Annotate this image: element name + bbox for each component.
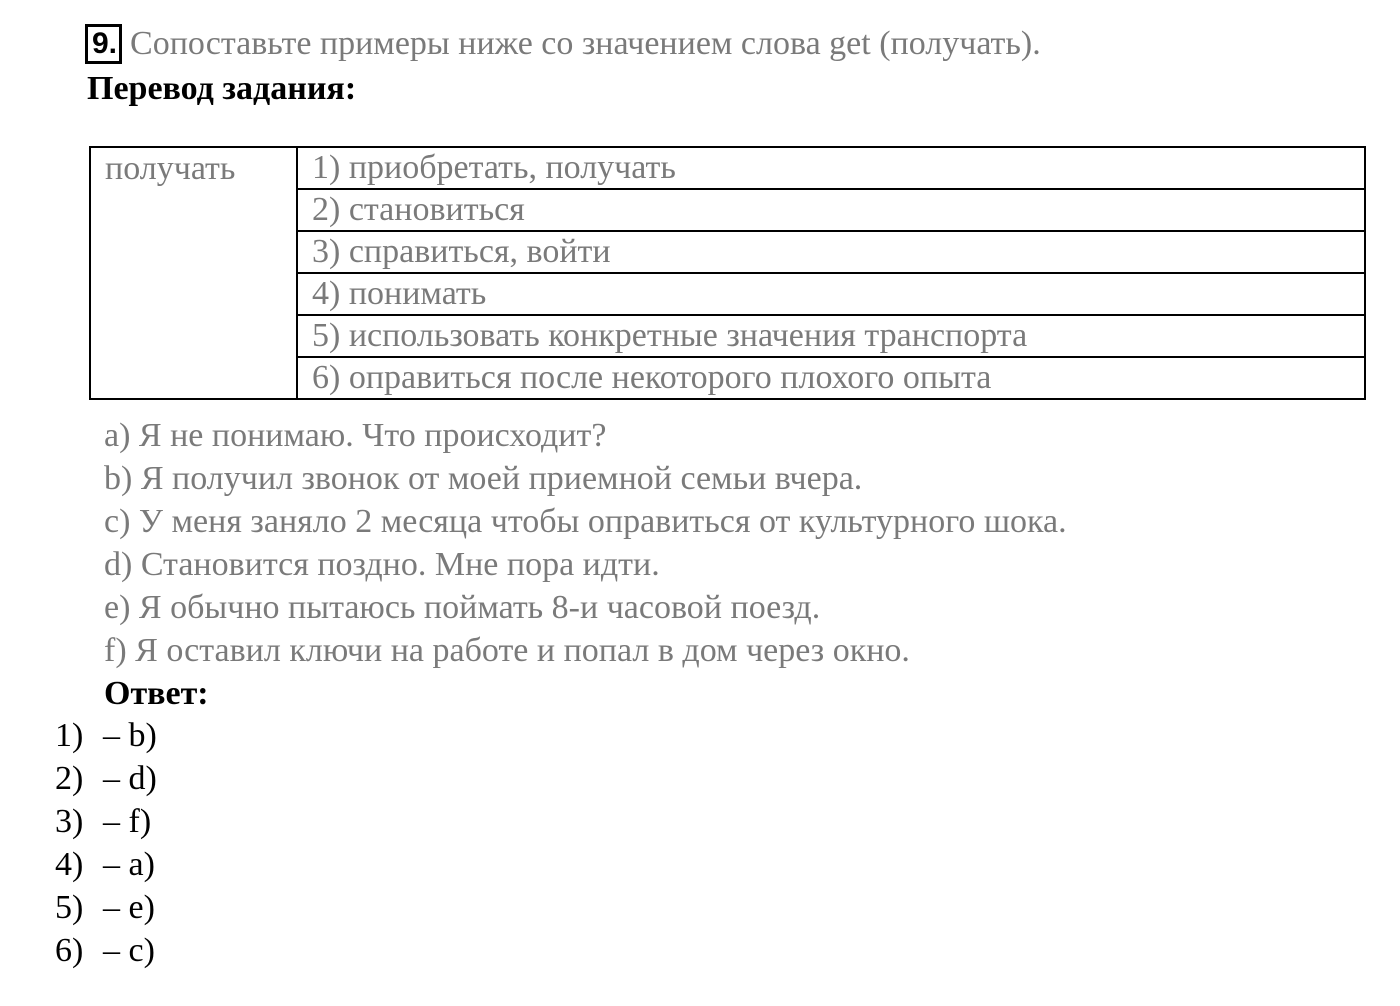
meaning-cell: 1) приобретать, получать [297, 147, 1365, 189]
answer-value: – d) [103, 760, 157, 797]
meaning-cell: 5) использовать конкретные значения транспорта [297, 315, 1365, 357]
example-item: e) Я обычно пытаюсь поймать 8-и часовой поезд. [104, 589, 821, 626]
example-item: b) Я получил звонок от моей приемной семьи вчера. [104, 460, 863, 497]
task-number: 9. [85, 24, 122, 64]
answer-item [55, 800, 157, 843]
meaning-cell: 2) становиться [297, 189, 1365, 231]
answer-item [55, 843, 157, 886]
answer-number: 5) [55, 889, 84, 926]
answer-value: – e) [103, 889, 155, 926]
example-item: a) Я не понимаю. Что происходит? [104, 417, 607, 454]
task-instruction: Сопоставьте примеры ниже со значением слова get (получать). [130, 25, 1041, 62]
answer-item [55, 714, 157, 757]
word-cell: получать [90, 147, 297, 399]
meanings-table [89, 146, 1366, 400]
answer-value: – b) [103, 717, 157, 754]
answer-value: – f) [103, 803, 152, 840]
answer-number: 6) [55, 932, 84, 969]
meaning-cell: 3) справиться, войти [297, 231, 1365, 273]
example-item: c) У меня заняло 2 месяца чтобы оправиться от культурного шока. [104, 503, 1067, 540]
answers-list [55, 714, 157, 972]
answer-value: – c) [103, 932, 155, 969]
answer-number: 2) [55, 760, 84, 797]
meaning-cell: 6) оправиться после некоторого плохого опыта [297, 357, 1365, 399]
table-row [90, 147, 1365, 189]
examples-list [104, 414, 1067, 672]
answer-value: – a) [103, 846, 155, 883]
example-item: f) Я оставил ключи на работе и попал в дом через окно. [104, 632, 910, 669]
translation-heading: Перевод задания: [87, 70, 357, 107]
answer-item [55, 929, 157, 972]
answer-heading: Ответ: [104, 675, 209, 712]
answer-number: 3) [55, 803, 84, 840]
meaning-cell: 4) понимать [297, 273, 1365, 315]
answer-item [55, 886, 157, 929]
example-item: d) Становится поздно. Мне пора идти. [104, 546, 660, 583]
task-header [85, 22, 1041, 66]
answer-item [55, 757, 157, 800]
answer-number: 4) [55, 846, 84, 883]
answer-number: 1) [55, 717, 84, 754]
